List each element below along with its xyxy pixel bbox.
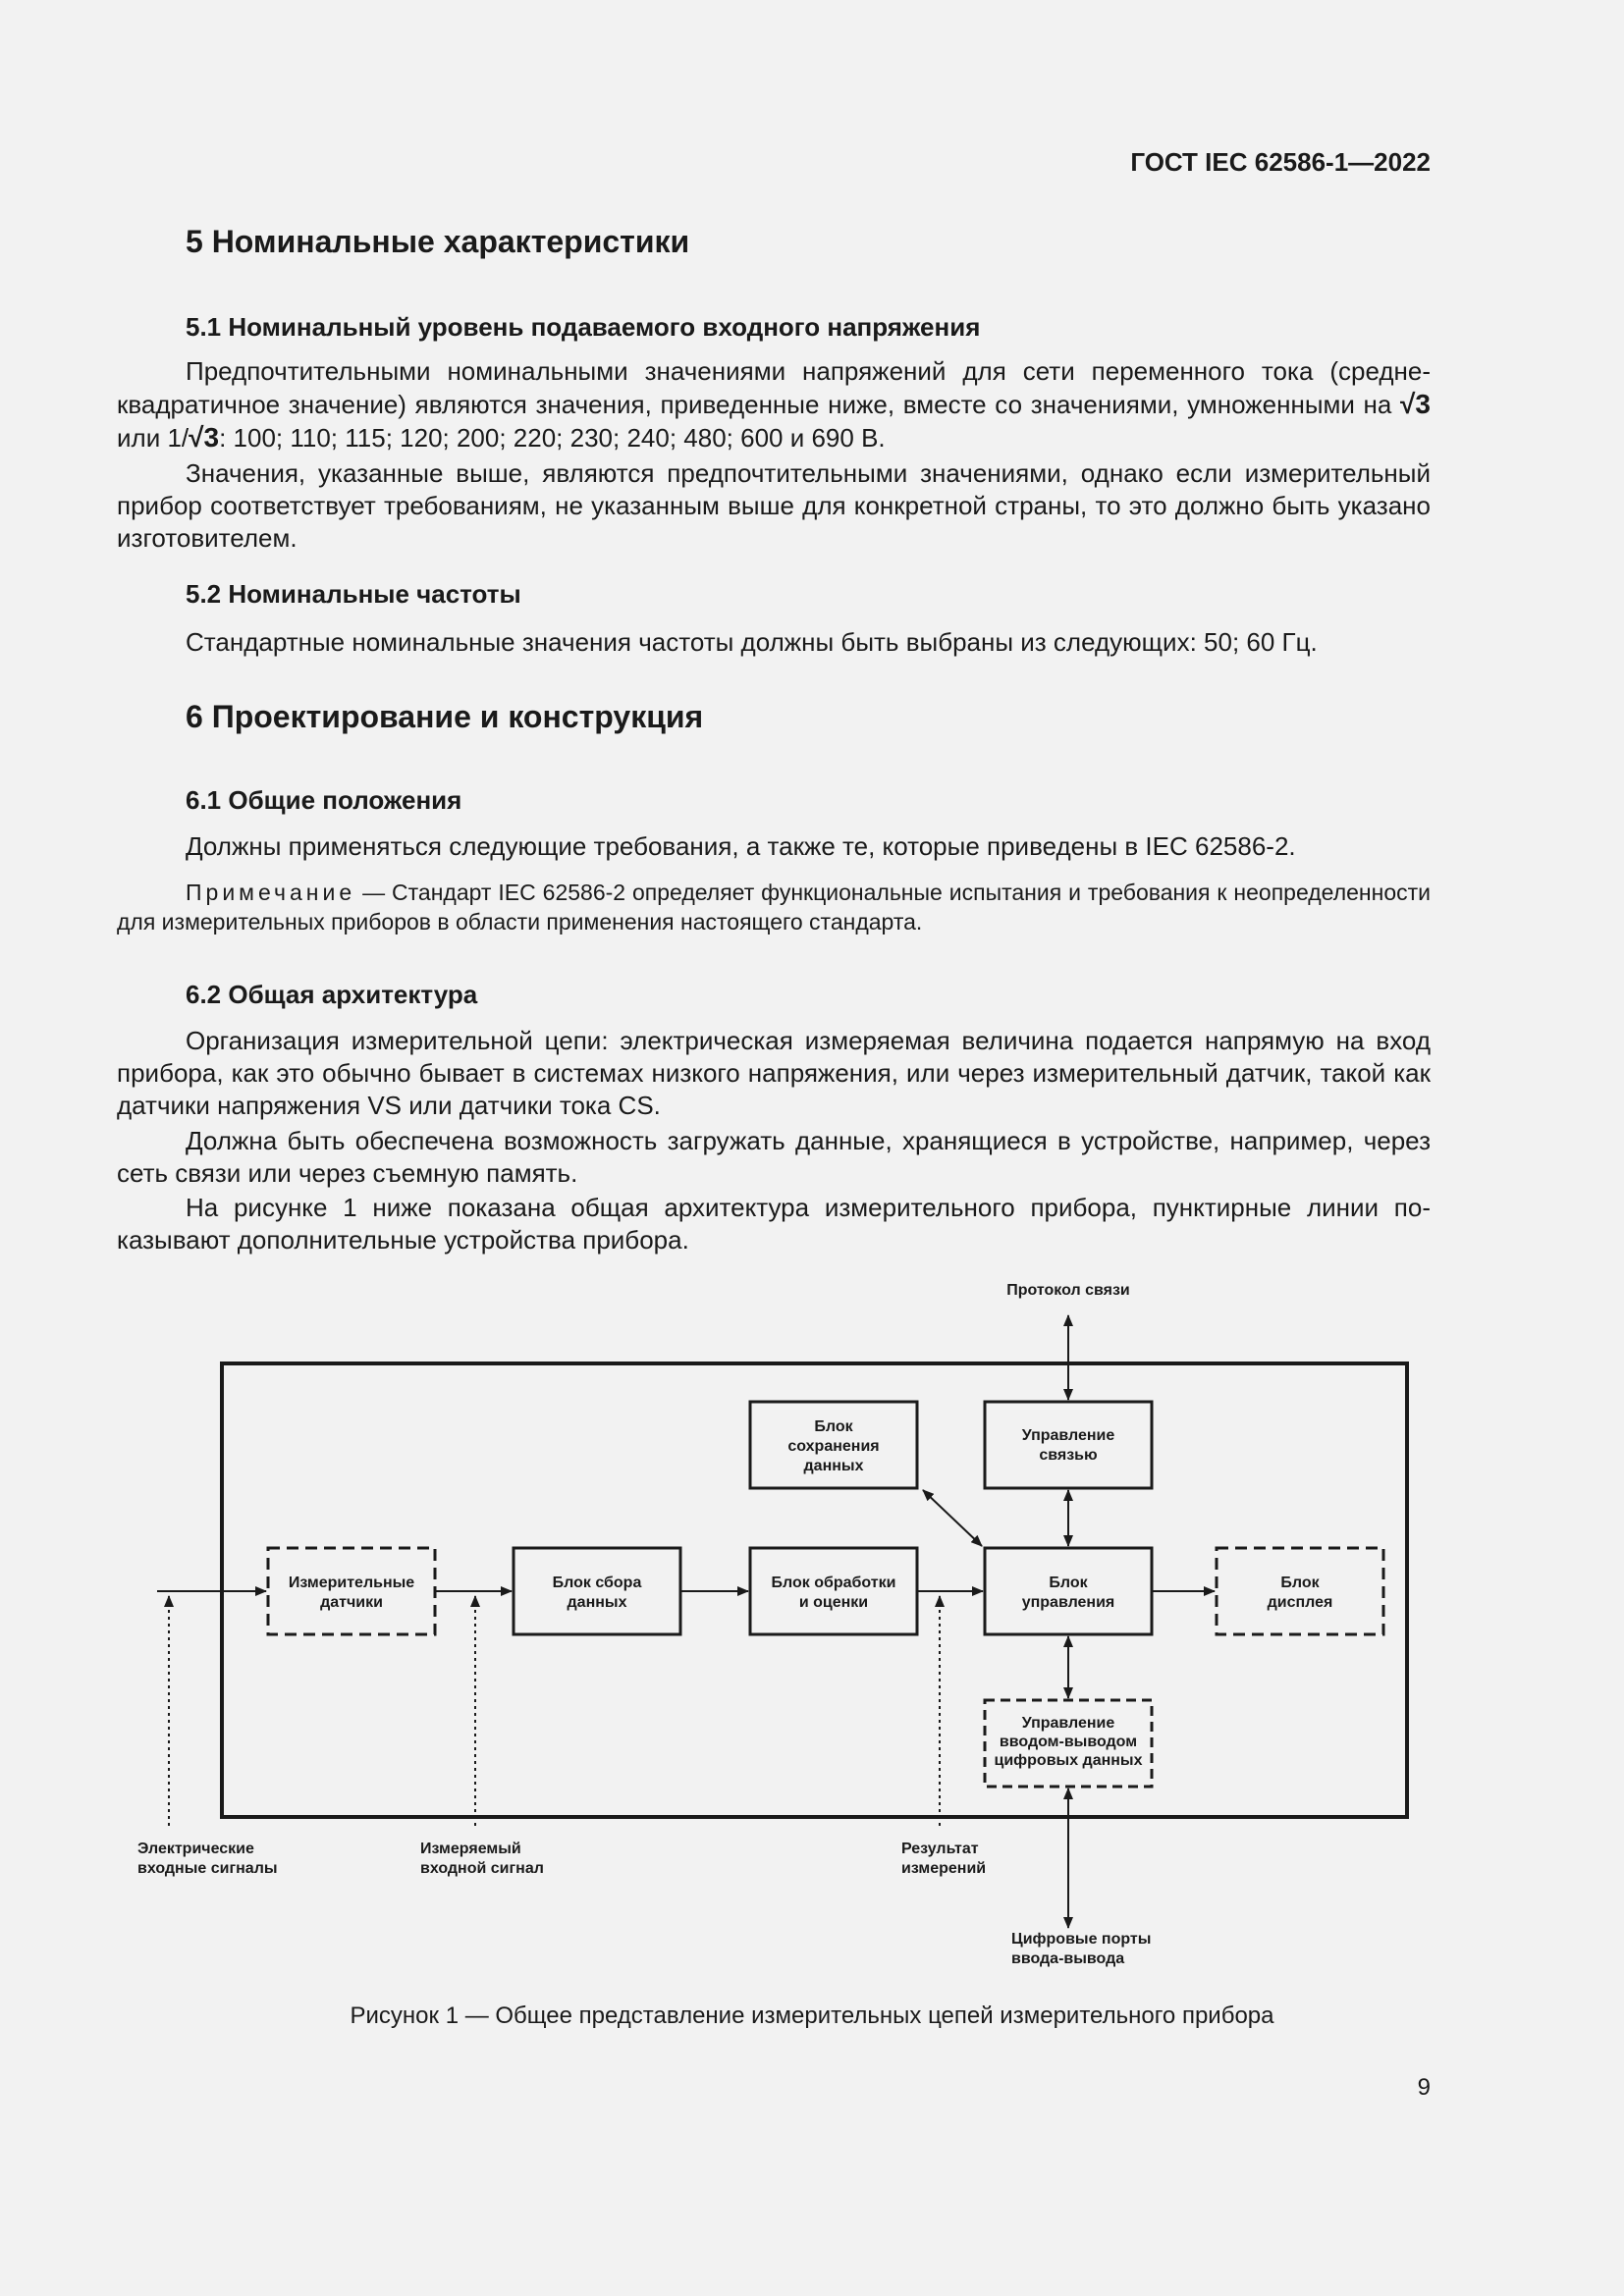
- sqrt3-symbol: √3: [1400, 389, 1431, 419]
- control-block: [985, 1548, 1152, 1634]
- section-6-title: 6 Проектирование и конструкция: [186, 699, 704, 734]
- document-header: ГОСТ IEC 62586-1—2022: [1130, 147, 1431, 177]
- digital-ports-label: Цифровые порты ввода-вывода: [1011, 1931, 1152, 1967]
- figure-caption: Рисунок 1 — Общее представление измерительных цепей измерительного прибора: [350, 2002, 1274, 2029]
- page-number: 9: [1417, 2074, 1431, 2101]
- text-run: или 1/: [117, 423, 189, 453]
- acquisition-block: [514, 1548, 680, 1634]
- section-6-2-paragraph-2: Должна быть обеспечена возможность загружать данные, хранящиеся в устройстве, например, через сеть связи или через съемную память.: [117, 1126, 1431, 1188]
- acquisition-label: Блок сбора данных: [552, 1575, 642, 1611]
- measured-input-label: Измеряемый входной сигнал: [420, 1841, 544, 1877]
- section-6-2-paragraph-1: Организация измерительной цепи: электрическая измеряемая величина подается напрямую на вход прибора, как это обычно бывает в системах низкого напряжения, или через измерительный датчик, такой как датчики напряжения VS или датчики тока CS.: [117, 1026, 1431, 1120]
- sensors-block: [268, 1548, 435, 1634]
- display-block: [1217, 1548, 1383, 1634]
- display-label: Блок дисплея: [1267, 1575, 1333, 1611]
- sqrt3-symbol: √3: [189, 422, 220, 453]
- section-5-title: 5 Номинальные характеристики: [186, 224, 690, 259]
- processing-label: Блок обработки и оценки: [771, 1575, 896, 1611]
- note-text: — Стандарт IEC 62586-2 определяет функциональные испытания и требования к неопределенности для измерительных приборов в области применения настоящего стандарта.: [117, 880, 1431, 934]
- section-5-1-title: 5.1 Номинальный уровень подаваемого входного напряжения: [186, 312, 981, 342]
- section-5-1-paragraph-2: Значения, указанные выше, являются предпочтительными значениями, однако если измерительный прибор соответствует требованиям, не указанным выше для конкретной страны, то это должно быть указано изготовителем.: [117, 458, 1431, 553]
- electric-inputs-label: Электрические входные сигналы: [137, 1841, 278, 1877]
- section-6-1-paragraph-1: Должны применяться следующие требования, а также те, которые приведены в IEC 62586-2.: [186, 831, 1296, 861]
- comm-control-label: Управление связью: [1021, 1427, 1115, 1464]
- section-5-2-title: 5.2 Номинальные частоты: [186, 579, 521, 609]
- comm-protocol-label: Протокол связи: [1006, 1282, 1130, 1299]
- control-label: Блок управления: [1021, 1575, 1115, 1611]
- processing-block: [750, 1548, 917, 1634]
- section-6-1-title: 6.1 Общие положения: [186, 785, 462, 815]
- section-6-2-paragraph-3: На рисунке 1 ниже показана общая архитектура измерительного прибора, пунктирные линии показывают дополнительные устройства прибора.: [117, 1193, 1431, 1255]
- section-5-2-paragraph-1: Стандартные номинальные значения частоты должны быть выбраны из следующих: 50; 60 Гц.: [186, 627, 1318, 657]
- text-run: Предпочтительными номинальными значениями напряжений для сети переменного тока (среднеквадратичное значение) являются значения, приведенные ниже, вместе со значениями, умноженными на: [117, 356, 1431, 419]
- note-label: Примечание: [186, 880, 356, 905]
- io-control-label: Управление вводом-выводом цифровых данных: [994, 1715, 1143, 1769]
- sensors-label: Измерительные датчики: [288, 1575, 415, 1611]
- arrow-storage-control: [923, 1490, 982, 1546]
- comm-control-block: [985, 1402, 1152, 1488]
- result-label: Результат измерений: [901, 1841, 987, 1877]
- storage-label: Блок сохранения данных: [787, 1418, 880, 1474]
- section-6-2-title: 6.2 Общая архитектура: [186, 980, 478, 1009]
- text-run: : 100; 110; 115; 120; 200; 220; 230; 240; 480; 600 и 690 В.: [219, 423, 886, 453]
